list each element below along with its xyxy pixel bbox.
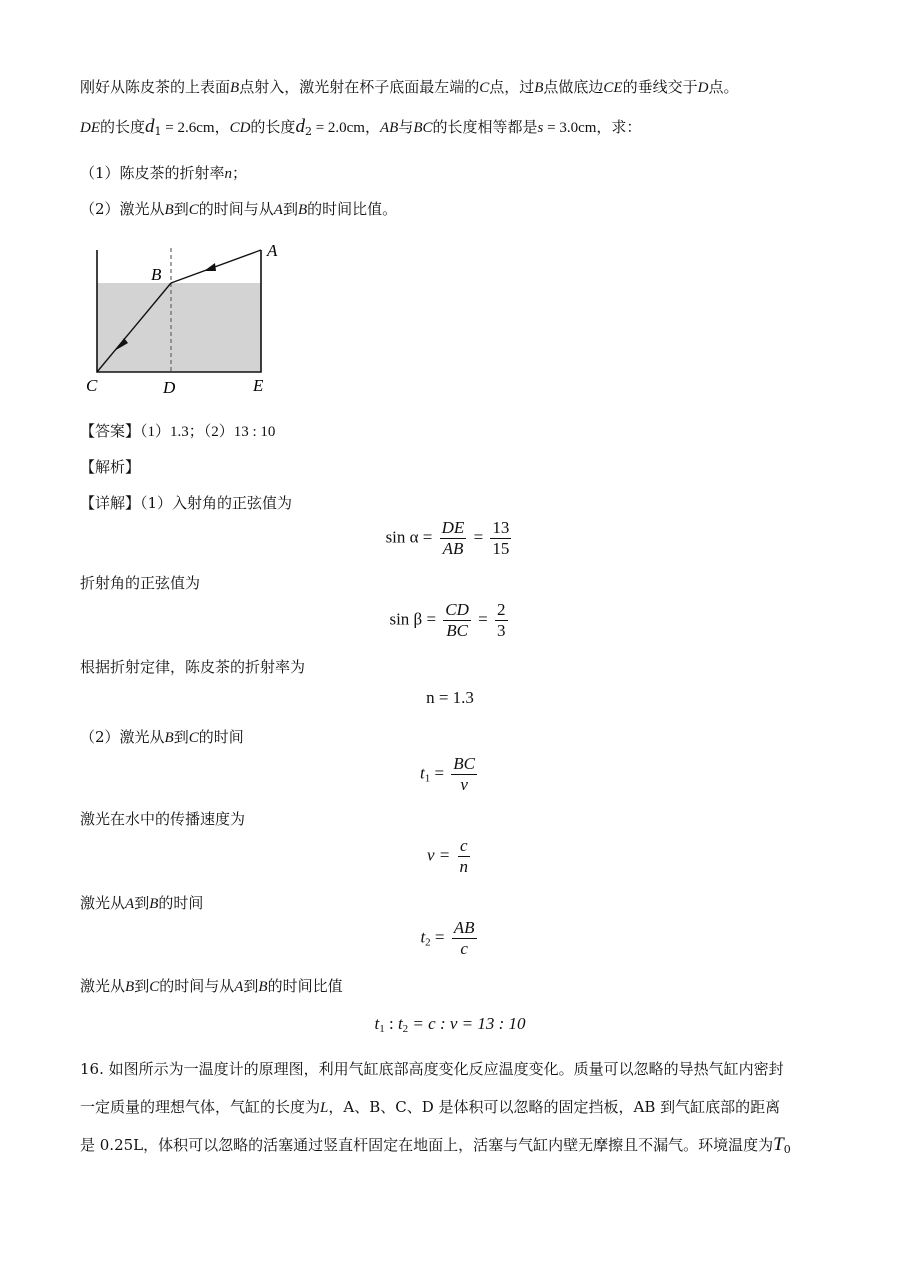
detail-text-5: 激光在水中的传播速度为 [80,810,246,828]
denominator: BC [446,621,468,640]
text: 是 0.25L，体积可以忽略的活塞通过竖直杆固定在地面上，活塞与气缸内壁无摩擦且不漏气。环境温度为 [80,1136,774,1154]
eq-lhs: sin β = [389,609,437,629]
text: 一定质量的理想气体，气缸的长度为 [80,1098,321,1116]
text: 激光从 [80,977,126,995]
fraction [443,600,471,641]
segment-label: CD [229,120,251,136]
equals: = [430,927,445,947]
question-1 [80,162,247,183]
variable: t [374,1014,380,1033]
equation-sin-alpha [0,518,900,559]
detail-text-3: 根据折射定律，陈皮茶的折射率为 [80,658,306,676]
numerator: BC [453,754,476,773]
text: 的时间比值 [267,977,343,995]
equation-t1 [0,754,900,795]
denominator: 15 [492,539,510,558]
numerator: c [458,836,471,857]
denominator: n [459,857,469,876]
text: 的时间比值。 [307,200,398,218]
detail-text-4 [80,726,244,747]
fraction [452,918,477,959]
point-label: A [125,896,135,912]
equals: = [430,763,445,783]
problem16-line-3 [80,1134,791,1156]
text: 激光从 [80,894,126,912]
numerator: 2 [497,600,506,619]
variable: T [773,1134,784,1155]
segment-label: DE [80,120,100,136]
tea-liquid [97,283,261,372]
text: 到 [173,728,189,746]
text: 刚好从陈皮茶的上表面 [80,78,231,96]
subscript: 1 [424,772,431,785]
question-2 [80,198,397,219]
colon: : [384,1014,398,1033]
equation-sin-beta [0,600,900,641]
numerator: 13 [492,518,510,537]
value: = 2.0cm [311,120,365,136]
subscript: 1 [379,1023,385,1035]
text: 的长度相等都是 [432,118,538,136]
text: ，求： [596,118,642,136]
point-label: C [479,80,490,96]
arrow-head-incident [204,263,216,271]
equation-t2 [0,918,900,959]
text: 的时间 [158,894,204,912]
text: 的时间与从 [198,200,274,218]
label-e: E [253,376,264,395]
text: 到 [173,200,189,218]
value: = 3.0cm [543,120,597,136]
text: 到 [134,894,150,912]
text: （1）入射角的正弦值为 [140,494,293,512]
detail-label: 【详解】 [80,494,141,512]
label-d: D [163,378,176,397]
numerator: CD [445,600,469,619]
label-a: A [267,241,278,260]
variable: L [320,1100,329,1116]
problem16-line-2 [80,1096,780,1117]
text: 到 [282,200,298,218]
text: （1）陈皮茶的折射率 [80,164,225,182]
text: 到 [134,977,150,995]
text: 点做底边 [543,78,604,96]
variable: s [537,120,544,136]
equals: = [473,527,484,547]
detail-line-1 [80,492,292,513]
label-c: C [86,376,98,395]
point-label: B [297,202,308,218]
text: 与 [398,118,414,136]
subscript: 0 [783,1143,791,1156]
point-label: B [164,730,174,746]
point-label: B [534,80,544,96]
point-label: A [273,202,283,218]
text: 的垂线交于 [622,78,698,96]
eq-lhs: v = [426,845,451,865]
equation-v [0,836,900,877]
detail-text-7 [80,975,343,996]
text: （2）激光从 [80,728,165,746]
text: ； [232,164,248,182]
denominator: v [460,775,468,794]
fraction [440,518,467,559]
fraction [495,600,508,641]
detail-text-6 [80,892,203,913]
equals: = [478,609,488,629]
fraction [458,836,471,877]
text: 点射入，激光射在杯子底面最左端的 [239,78,480,96]
point-label: B [230,80,240,96]
text: ， [364,118,380,136]
segment-label: CE [603,80,623,96]
eq-lhs: t [419,763,425,783]
point-label: D [697,80,709,96]
equation-ratio [0,1014,900,1035]
denominator: 3 [497,621,506,640]
text: 的长度 [100,118,146,136]
answer-line [80,420,275,441]
intro-line-2 [80,116,641,138]
numerator: DE [441,518,465,537]
incident-ray [171,250,261,283]
answer-label: 【答案】 [80,422,141,440]
text: ， [214,118,230,136]
subscript: 2 [402,1023,409,1035]
point-label: C [188,730,199,746]
text: 的长度 [250,118,296,136]
fraction [490,518,511,559]
text: 的时间 [198,728,244,746]
point-label: C [149,979,160,995]
text: 点，过 [489,78,535,96]
subscript: 2 [304,125,312,138]
denominator: AB [442,539,464,558]
fraction [451,754,477,795]
point-label: B [125,979,135,995]
eq-lhs: t [420,927,426,947]
segment-label: AB [380,120,399,136]
point-label: A [234,979,244,995]
equation-n: n = 1.3 [426,688,474,707]
variable: d [295,116,305,137]
label-b: B [151,265,162,284]
refraction-figure [82,240,302,404]
point-label: C [188,202,199,218]
eq-lhs: sin α = [385,527,433,547]
text: ，A、B、C、D 是体积可以忽略的固定挡板，AB 到气缸底部的距离 [328,1098,781,1116]
subscript: 2 [425,936,431,949]
analysis-label: 【解析】 [80,458,141,476]
text: 点。 [708,78,739,96]
point-label: B [258,979,268,995]
answer-text: （1）1.3；（2）13 : 10 [140,424,276,440]
subscript: 1 [154,125,162,138]
point-label: B [149,896,159,912]
detail-text-2: 折射角的正弦值为 [80,574,201,592]
variable: d [145,116,155,137]
text: 的时间与从 [159,977,235,995]
value: = 2.6cm [161,120,215,136]
cup-diagram [82,240,302,400]
variable: n [224,166,233,182]
variable: t [397,1014,403,1033]
point-label: B [164,202,174,218]
denominator: c [460,939,468,958]
problem16-line-1: 16. 如图所示为一温度计的原理图，利用气缸底部高度变化反应温度变化。质量可以忽略的导热气缸内密封 [80,1060,784,1078]
numerator: AB [453,918,475,937]
eq-rhs: = c : v = 13 : 10 [408,1014,526,1033]
text: （2）激光从 [80,200,165,218]
intro-line-1 [80,76,738,97]
text: 到 [243,977,259,995]
segment-label: BC [413,120,433,136]
